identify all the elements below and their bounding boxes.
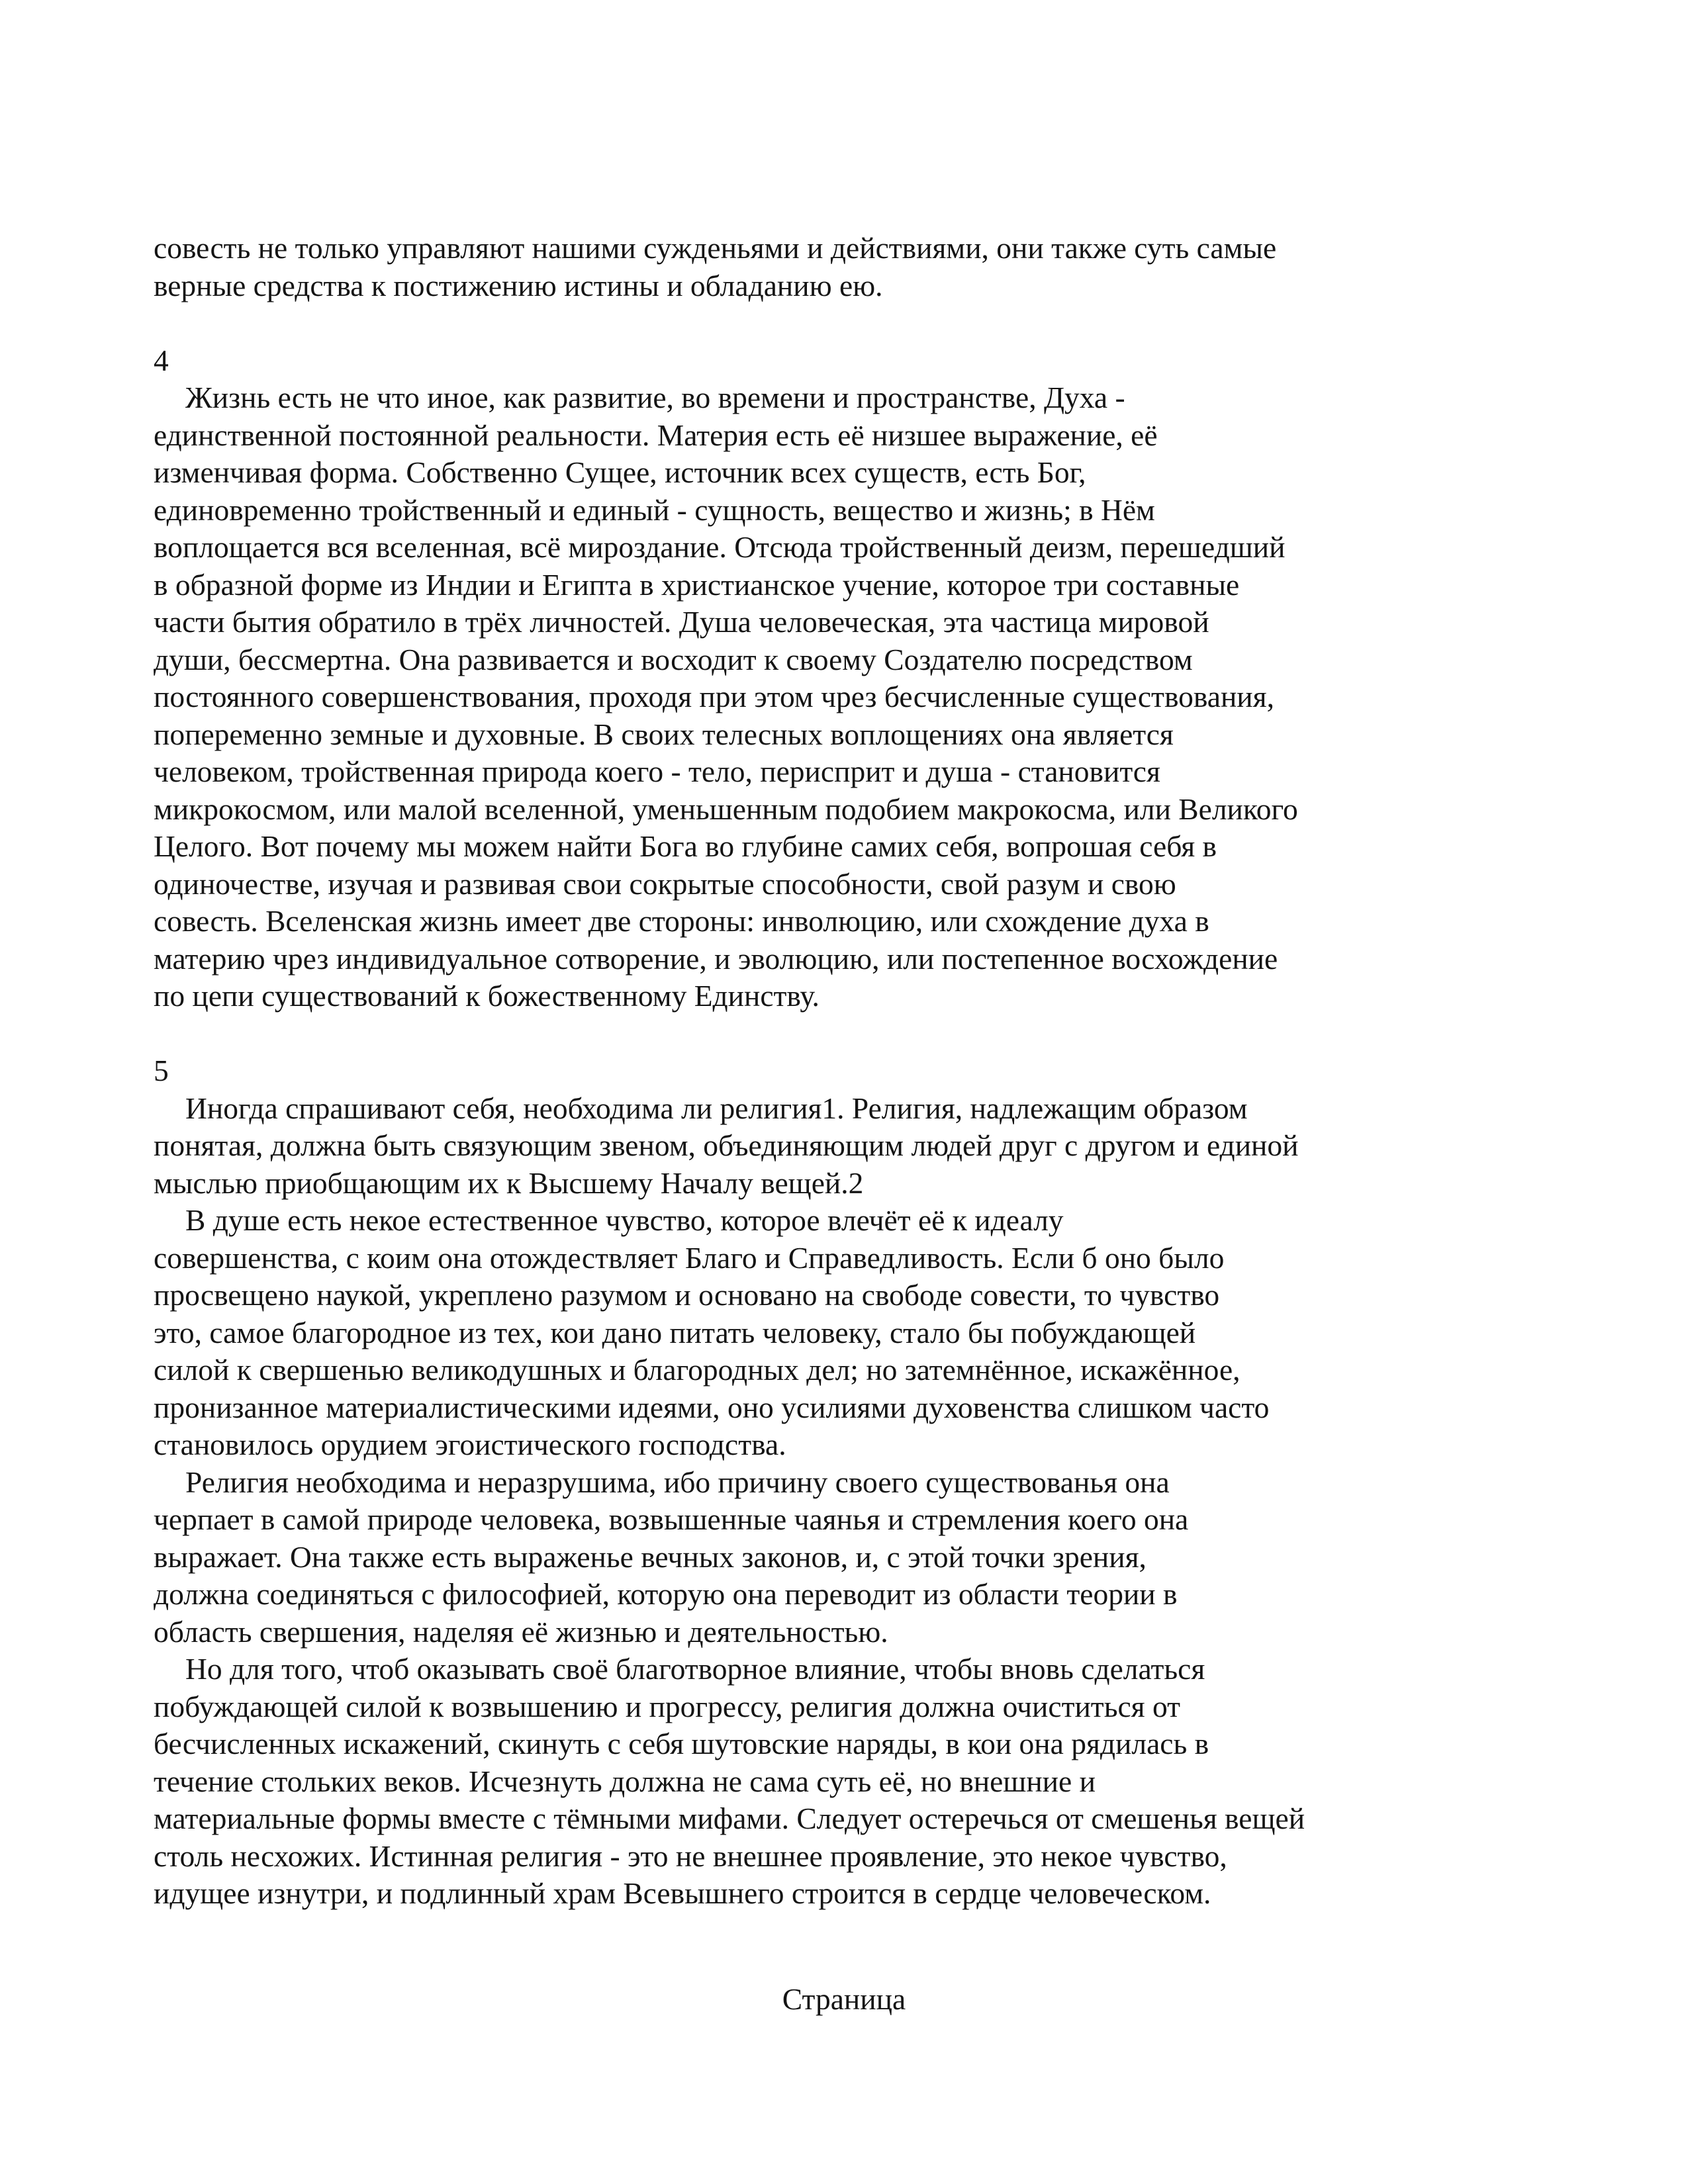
text-line: силой к свершенью великодушных и благородных дел; но затемнённое, искажённое, xyxy=(154,1353,1241,1387)
paragraph xyxy=(154,1651,1451,1913)
text-line: совесть. Вселенская жизнь имеет две стороны: инволюцию, или схождение духа в xyxy=(154,904,1209,938)
paragraph xyxy=(154,230,1451,304)
text-line: изменчивая форма. Собственно Сущее, источник всех существ, есть Бог, xyxy=(154,455,1086,489)
paragraph xyxy=(154,379,1451,1015)
section-number: 5 xyxy=(154,1054,169,1087)
text-line: черпает в самой природе человека, возвышенные чаянья и стремления коего она xyxy=(154,1502,1189,1536)
text-line: Иногда спрашивают себя, необходима ли религия1. Религия, надлежащим образом xyxy=(185,1091,1248,1125)
document-body xyxy=(154,230,1451,1913)
text-line: просвещено наукой, укреплено разумом и основано на свободе совести, то чувство xyxy=(154,1278,1220,1312)
section-number: 4 xyxy=(154,343,169,377)
paragraph-spacer xyxy=(154,1015,1451,1053)
text-line: материальные формы вместе с тёмными мифами. Следует остеречься от смешенья вещей xyxy=(154,1801,1305,1835)
text-line: область свершения, наделяя её жизнью и деятельностью. xyxy=(154,1614,888,1649)
text-line: мыслью приобщающим их к Высшему Началу вещей.2 xyxy=(154,1165,864,1200)
text-line: души, бессмертна. Она развивается и восходит к своему Создателю посредством xyxy=(154,642,1193,676)
text-line: идущее изнутри, и подлинный храм Всевышнего строится в сердце человеческом. xyxy=(154,1876,1211,1910)
text-line: в образной форме из Индии и Египта в христианское учение, которое три составные xyxy=(154,567,1240,602)
paragraph xyxy=(154,1464,1451,1651)
text-line: побуждающей силой к возвышению и прогрессу, религия должна очиститься от xyxy=(154,1689,1180,1723)
text-line: Но для того, чтоб оказывать своё благотворное влияние, чтобы вновь сделаться xyxy=(185,1652,1205,1686)
text-line: понятая, должна быть связующим звеном, объединяющим людей друг с другом и единой xyxy=(154,1128,1299,1162)
text-line: течение стольких веков. Исчезнуть должна не сама суть её, но внешние и xyxy=(154,1764,1096,1798)
text-line: единовременно тройственный и единый - сущность, вещество и жизнь; в Нём xyxy=(154,492,1155,527)
text-line: Целого. Вот почему мы можем найти Бога во глубине самих себя, вопрошая себя в xyxy=(154,829,1217,863)
text-line: совесть не только управляют нашими сужденьями и действиями, они также суть самые xyxy=(154,231,1277,265)
document-page xyxy=(154,230,1451,1913)
page-footer: Страница xyxy=(782,1982,906,2016)
paragraph xyxy=(154,1202,1451,1464)
text-line: выражает. Она также есть выраженье вечных законов, и, с этой точки зрения, xyxy=(154,1539,1147,1574)
text-line: верные средства к постижению истины и обладанию ею. xyxy=(154,268,883,302)
text-line: воплощается вся вселенная, всё мироздание. Отсюда тройственный деизм, перешедший xyxy=(154,530,1286,564)
text-line: микрокосмом, или малой вселенной, уменьшенным подобием макрокосма, или Великого xyxy=(154,792,1298,826)
text-line: должна соединяться с философией, которую она переводит из области теории в xyxy=(154,1577,1178,1611)
text-line: бесчисленных искажений, скинуть с себя шутовские наряды, в кои она рядилась в xyxy=(154,1727,1209,1760)
text-line: человеком, тройственная природа коего - тело, перисприт и душа - становится xyxy=(154,754,1160,788)
text-line: пронизанное материалистическими идеями, оно усилиями духовенства слишком часто xyxy=(154,1390,1270,1424)
text-line: это, самое благородное из тех, кои дано питать человеку, стало бы побуждающей xyxy=(154,1315,1196,1349)
text-line: части бытия обратило в трёх личностей. Душа человеческая, эта частица мировой xyxy=(154,605,1209,639)
text-line: попеременно земные и духовные. В своих телесных воплощениях она является xyxy=(154,717,1174,751)
text-line: одиночестве, изучая и развивая свои сокрытые способности, свой разум и свою xyxy=(154,866,1176,901)
text-line: становилось орудием эгоистического господства. xyxy=(154,1428,786,1461)
text-line: Религия необходима и неразрушима, ибо причину своего существованья она xyxy=(185,1465,1170,1499)
text-line: единственной постоянной реальности. Материя есть её низшее выражение, её xyxy=(154,418,1158,452)
paragraph xyxy=(154,1090,1451,1203)
text-line: Жизнь есть не что иное, как развитие, во времени и пространстве, Духа - xyxy=(185,381,1125,414)
text-line: материю чрез индивидуальное сотворение, и эволюцию, или постепенное восхождение xyxy=(154,941,1278,976)
text-line: постоянного совершенствования, проходя при этом чрез бесчисленные существования, xyxy=(154,680,1274,713)
text-line: совершенства, с коим она отождествляет Благо и Справедливость. Если б оно было xyxy=(154,1240,1225,1275)
paragraph-spacer xyxy=(154,304,1451,342)
text-line: В душе есть некое естественное чувство, которое влечёт её к идеалу xyxy=(185,1203,1064,1237)
text-line: по цепи существований к божественному Единству. xyxy=(154,979,820,1013)
text-line: столь несхожих. Истинная религия - это не внешнее проявление, это некое чувство, xyxy=(154,1839,1227,1873)
